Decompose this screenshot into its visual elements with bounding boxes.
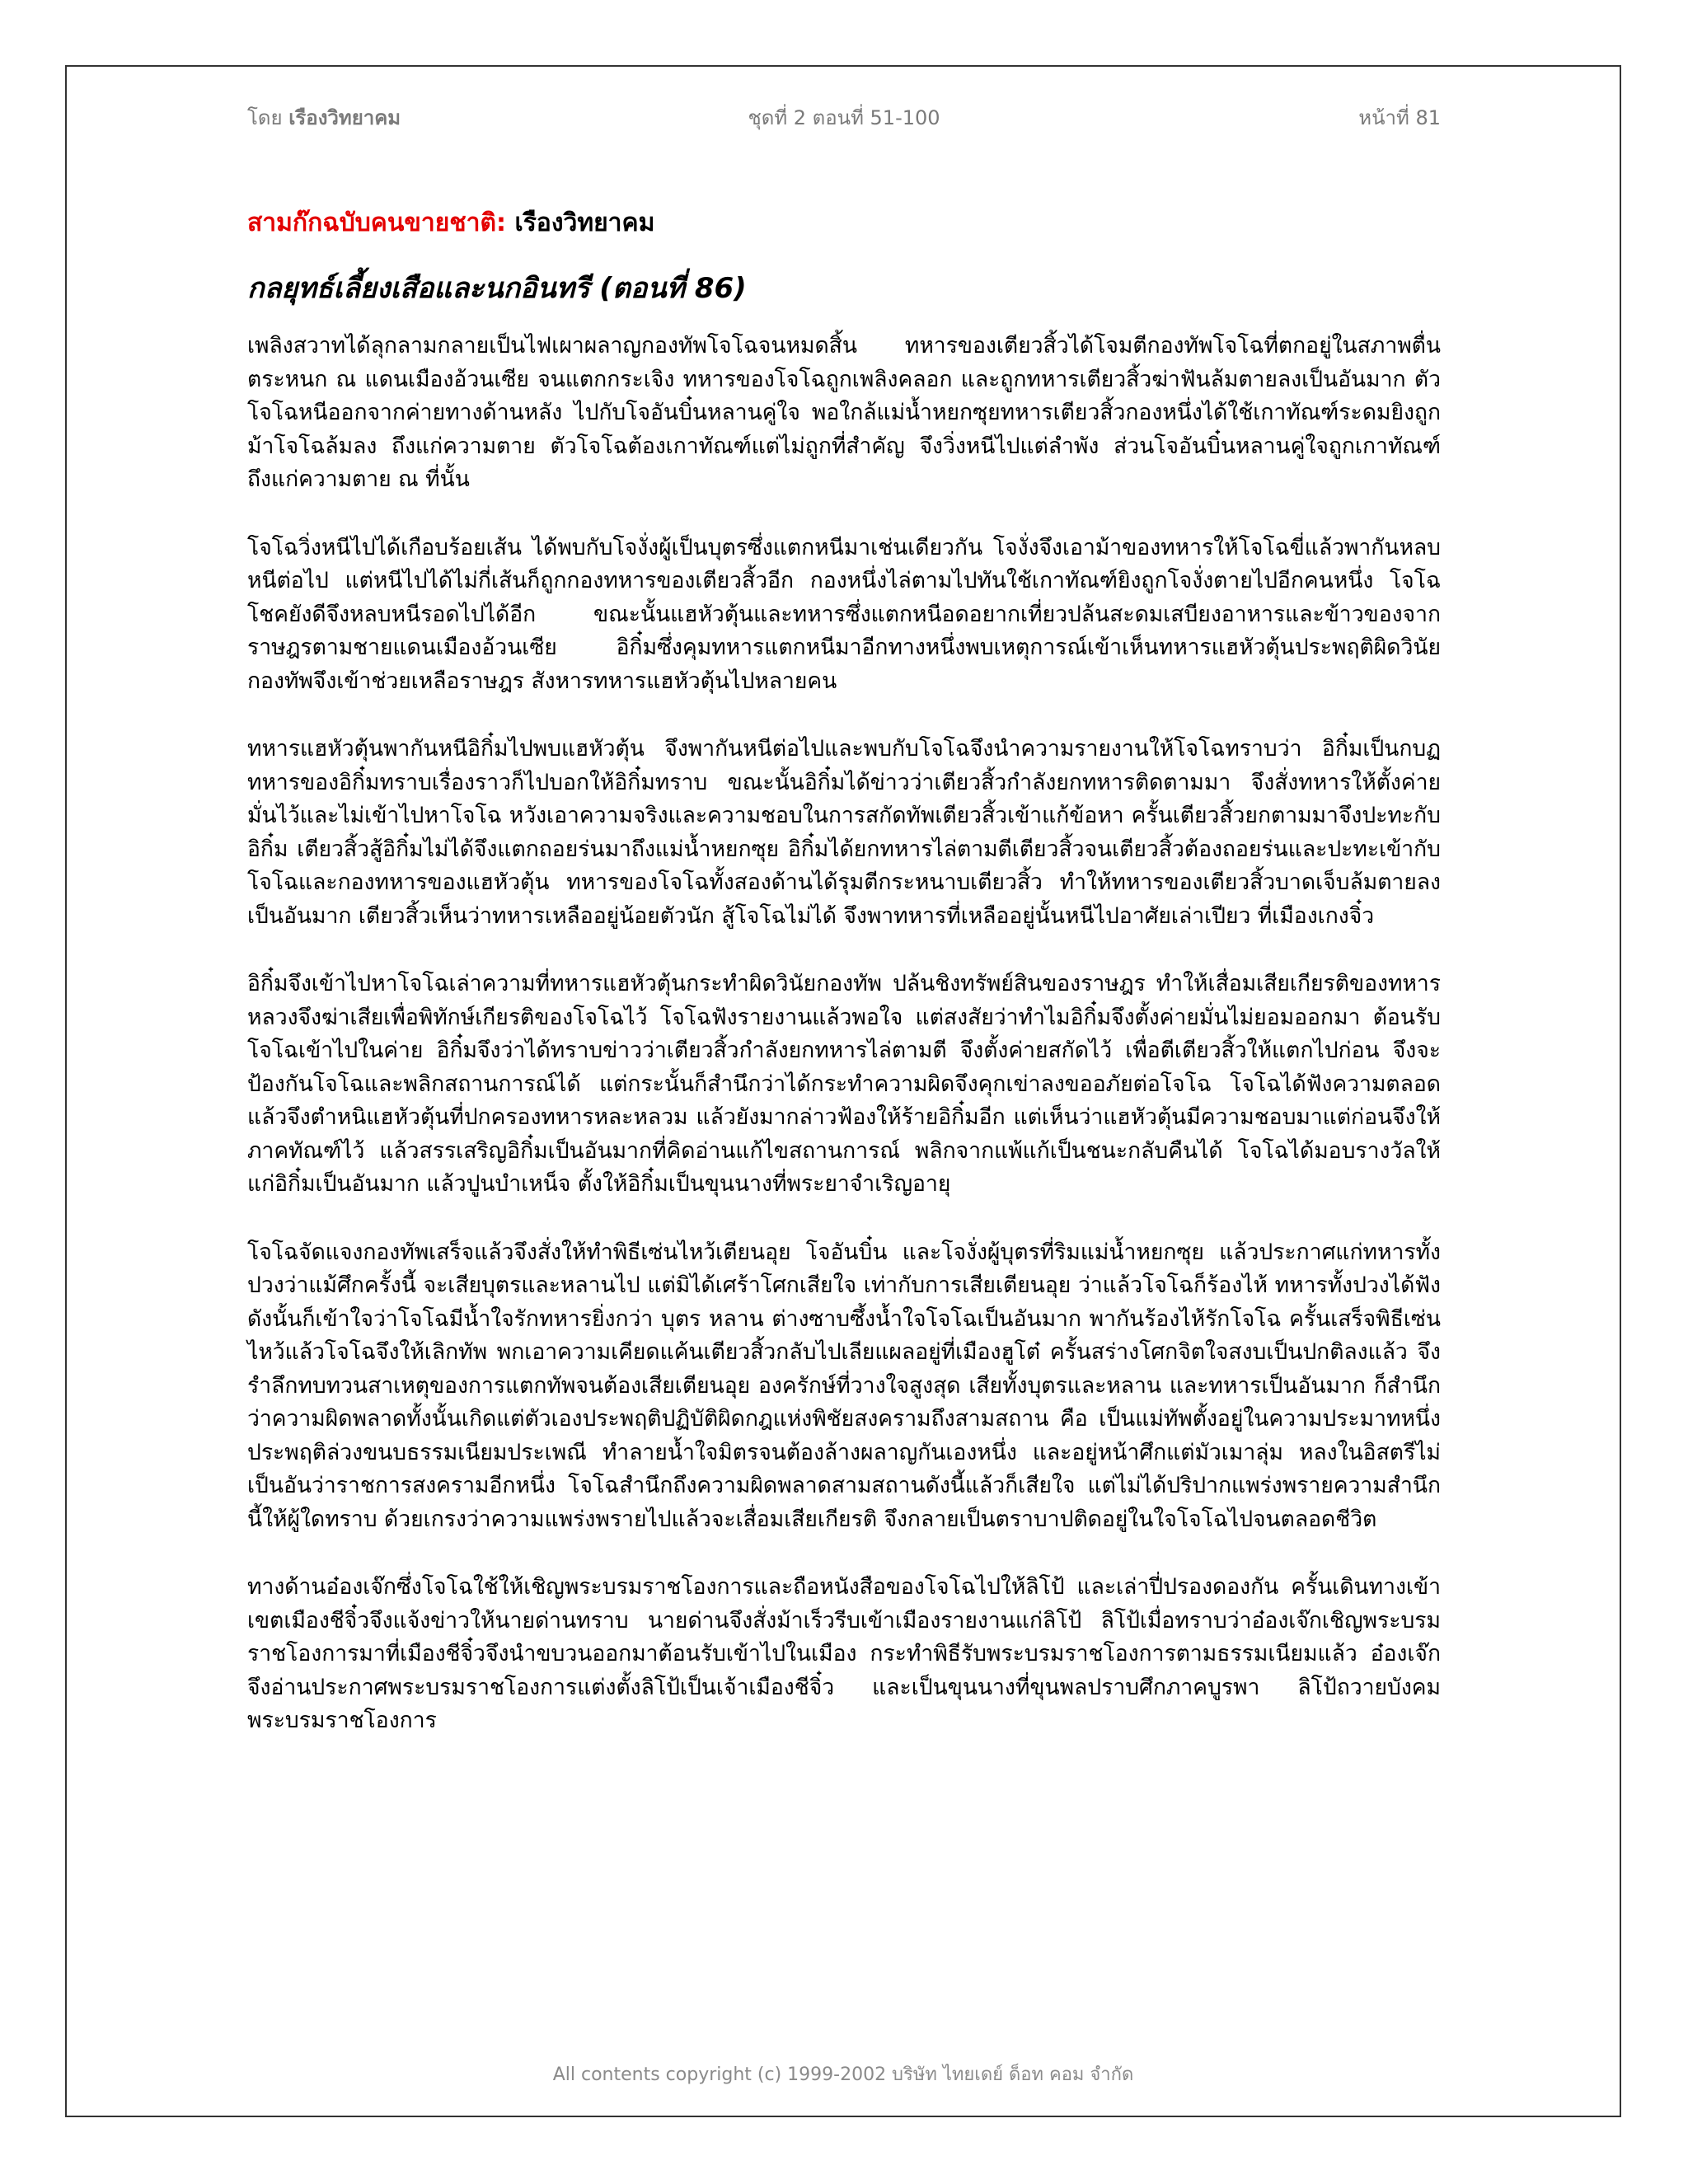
- series-title: [247, 204, 654, 242]
- chapter-title: กลยุทธ์เลี้ยงเสือและนกอินทรี (ตอนที่ 86): [247, 272, 747, 305]
- series-author: เรืองวิทยาคม: [514, 209, 655, 237]
- header-series-info: ชุดที่ 2 ตอนที่ 51-100: [748, 106, 940, 129]
- paragraph: โจโฉวิ่งหนีไปได้เกือบร้อยเส้น ได้พบกับโจงั่งผู้เป็นบุตรซึ่งแตกหนีมาเช่นเดียวกัน โจงั่งจึงเอาม้าของทหารให้โจโฉขี่แล้วพากันหลบหนีต่อไป แต่หนีไปได้ไม่กี่เส้นก็ถูกกองทหารของเตียวสิ้วอีก กองหนึ่งไล่ตามไปทันใช้เกาทัณฑ์ยิงถูกโจงั่งตายไปอีกคนหนึ่ง โจโฉ โชคยังดีจึงหลบหนีรอดไปได้อีก ขณะนั้นแฮหัวตุ้นและทหารซึ่งแตกหนีอดอยากเที่ยวปล้นสะดมเสบียงอาหารและข้าวของจากราษฎรตามชายแดนเมืองอ้วนเซีย อิกิ๋มซึ่งคุมทหารแตกหนีมาอีกทางหนึ่งพบเหตุการณ์เข้าเห็นทหารแฮหัวตุ้นประพฤติผิดวินัย กองทัพจึงเข้าช่วยเหลือราษฎร สังหารทหารแฮหัวตุ้นไปหลายคน: [247, 534, 1441, 694]
- paragraph: ทางด้านอ๋องเจ๊กซึ่งโจโฉใช้ให้เชิญพระบรมราชโองการและถือหนังสือของโจโฉไปให้ลิโป้ และเล่าปี่ปรองดองกัน ครั้นเดินทางเข้าเขตเมืองชีจิ๋วจึงแจ้งข่าวให้นายด่านทราบ นายด่านจึงสั่งม้าเร็วรีบเข้าเมืองรายงานแก่ลิโป้ ลิโป้เมื่อทราบว่าอ๋องเจ๊กเชิญพระบรมราชโองการมาที่เมืองชีจิ๋วจึงนำขบวนออกมาต้อนรับเข้าไปในเมือง กระทำพิธีรับพระบรมราชโองการตามธรรมเนียมแล้ว อ๋องเจ๊กจึงอ่านประกาศพระบรมราชโองการแต่งตั้งลิโป้เป็นเจ้าเมืองชีจิ๋ว และเป็นขุนนางที่ขุนพลปราบศึกภาคบูรพา ลิโป้ถวายบังคมพระบรมราชโองการ: [247, 1574, 1441, 1733]
- paragraph: อิกิ๋มจึงเข้าไปหาโจโฉเล่าความที่ทหารแฮหัวตุ้นกระทำผิดวินัยกองทัพ ปล้นชิงทรัพย์สินของราษฎร ทำให้เสื่อมเสียเกียรติของทหารหลวงจึงฆ่าเสียเพื่อพิทักษ์เกียรติของโจโฉไว้ โจโฉฟังรายงานแล้วพอใจ แต่สงสัยว่าทำไมอิกิ๋มจึงตั้งค่ายมั่นไม่ยอมออกมา ต้อนรับโจโฉเข้าไปในค่าย อิกิ๋มจึงว่าได้ทราบข่าวว่าเตียวสิ้วกำลังยกทหารไล่ตามตี จึงตั้งค่ายสกัดไว้ เพื่อตีเตียวสิ้วให้แตกไปก่อน จึงจะป้องกันโจโฉและพลิกสถานการณ์ได้ แต่กระนั้นก็สำนึกว่าได้กระทำความผิดจึงคุกเข่าลงขออภัยต่อโจโฉ โจโฉได้ฟังความตลอดแล้วจึงตำหนิแฮหัวตุ้นที่ปกครองทหารหละหลวม แล้วยังมากล่าวฟ้องให้ร้ายอิกิ๋มอีก แต่เห็นว่าแฮหัวตุ้นมีความชอบมาแต่ก่อนจึงให้ภาคทัณฑ์ไว้ แล้วสรรเสริญอิกิ๋มเป็นอันมากที่คิดอ่านแก้ไขสถานการณ์ พลิกจากแพ้แก้เป็นชนะกลับคืนได้ โจโฉได้มอบรางวัลให้แก่อิกิ๋มเป็นอันมาก แล้วปูนบำเหน็จ ตั้งให้อิกิ๋มเป็นขุนนางที่พระยาจำเริญอายุ: [247, 971, 1441, 1197]
- paragraph: เพลิงสวาทได้ลุกลามกลายเป็นไฟเผาผลาญกองทัพโจโฉจนหมดสิ้น ทหารของเตียวสิ้วได้โจมตีกองทัพโจโฉที่ตกอยู่ในสภาพตื่นตระหนก ณ แดนเมืองอ้วนเซีย จนแตกกระเจิง ทหารของโจโฉถูกเพลิงคลอก และถูกทหารเตียวสิ้วฆ่าฟันล้มตายลงเป็นอันมาก ตัวโจโฉหนีออกจากค่ายทางด้านหลัง ไปกับโจอันบิ๋นหลานคู่ใจ พอใกล้แม่น้ำหยกซุยทหารเตียวสิ้วกองหนึ่งได้ใช้เกาทัณฑ์ระดมยิงถูกม้าโจโฉล้มลง ถึงแก่ความตาย ตัวโจโฉต้องเกาทัณฑ์แต่ไม่ถูกที่สำคัญ จึงวิ่งหนีไปแต่ลำพัง ส่วนโจอันบิ๋นหลานคู่ใจถูกเกาทัณฑ์ถึงแก่ความตาย ณ ที่นั้น: [247, 333, 1441, 492]
- copyright-footer: All contents copyright (c) 1999-2002 บริษัท ไทยเดย์ ด็อท คอม จำกัด: [552, 2064, 1134, 2085]
- author-name: เรืองวิทยาคม: [288, 106, 401, 129]
- page-header: [247, 101, 1441, 131]
- author-prefix: โดย: [247, 106, 283, 129]
- header-page-number: หน้าที่ 81: [1358, 106, 1441, 129]
- paragraph: โจโฉจัดแจงกองทัพเสร็จแล้วจึงสั่งให้ทำพิธีเซ่นไหว้เตียนอุย โจอันบิ๋น และโจงั่งผู้บุตรที่ริมแม่น้ำหยกซุย แล้วประกาศแก่ทหารทั้งปวงว่าแม้ศึกครั้งนี้ จะเสียบุตรและหลานไป แต่มิได้เศร้าโศกเสียใจ เท่ากับการเสียเตียนอุย ว่าแล้วโจโฉก็ร้องไห้ ทหารทั้งปวงได้ฟังดังนั้นก็เข้าใจว่าโจโฉมีน้ำใจรักทหารยิ่งกว่า บุตร หลาน ต่างซาบซึ้งน้ำใจโจโฉเป็นอันมาก พากันร้องไห้รักโจโฉ ครั้นเสร็จพิธีเซ่นไหว้แล้วโจโฉจึงให้เลิกทัพ พกเอาความเคียดแค้นเตียวสิ้วกลับไปเลียแผลอยู่ที่เมืองฮูโต๋ ครั้นสร่างโศกจิตใจสงบเป็นปกติลงแล้ว จึงรำลึกทบทวนสาเหตุของการแตกทัพจนต้องเสียเตียนอุย องครักษ์ที่วางใจสูงสุด เสียทั้งบุตรและหลาน และทหารเป็นอันมาก ก็สำนึกว่าความผิดพลาดทั้งนั้นเกิดแต่ตัวเองประพฤติปฏิบัติผิดกฎแห่งพิชัยสงครามถึงสามสถาน คือ เป็นแม่ทัพตั้งอยู่ในความประมาทหนึ่ง ประพฤติล่วงขนบธรรมเนียมประเพณี ทำลายน้ำใจมิตรจนต้องล้างผลาญกันเองหนึ่ง และอยู่หน้าศึกแต่มัวเมาลุ่ม หลงในอิสตรีไม่เป็นอันว่าราชการสงครามอีกหนึ่ง โจโฉสำนึกถึงความผิดพลาดสามสถานดังนี้แล้วก็เสียใจ แต่ไม่ได้ปริปากแพร่งพรายความสำนึกนี้ให้ผู้ใดทราบ ด้วยเกรงว่าความแพร่งพรายไปแล้วจะเสื่อมเสียเกียรติ จึงกลายเป็นตราบาปติดอยู่ในใจโจโฉไปจนตลอดชีวิต: [247, 1239, 1441, 1532]
- paragraph: ทหารแฮหัวตุ้นพากันหนีอิกิ๋มไปพบแฮหัวตุ้น จึงพากันหนีต่อไปและพบกับโจโฉจึงนำความรายงานให้โจโฉทราบว่า อิกิ๋มเป็นกบฏ ทหารของอิกิ๋มทราบเรื่องราวก็ไปบอกให้อิกิ๋มทราบ ขณะนั้นอิกิ๋มได้ข่าวว่าเตียวสิ้วกำลังยกทหารติดตามมา จึงสั่งทหารให้ตั้งค่ายมั่นไว้และไม่เข้าไปหาโจโฉ หวังเอาความจริงและความชอบในการสกัดทัพเตียวสิ้วเข้าแก้ข้อหา ครั้นเตียวสิ้วยกตามมาจึงปะทะกับอิกิ๋ม เตียวสิ้วสู้อิกิ๋มไม่ได้จึงแตกถอยร่นมาถึงแม่น้ำหยกซุย อิกิ๋มได้ยกทหารไล่ตามตีเตียวสิ้วจนเตียวสิ้วต้องถอยร่นและปะทะเข้ากับโจโฉและกองทหารของแฮหัวตุ้น ทหารของโจโฉทั้งสองด้านได้รุมตีกระหนาบเตียวสิ้ว ทำให้ทหารของเตียวสิ้วบาดเจ็บล้มตายลงเป็นอันมาก เตียวสิ้วเห็นว่าทหารเหลืออยู่น้อยตัวนัก สู้โจโฉไม่ได้ จึงพาทหารที่เหลืออยู่นั้นหนีไปอาศัยเล่าเปียว ที่เมืองเกงจิ๋ว: [247, 736, 1441, 929]
- series-label: สามก๊กฉบับคนขายชาติ:: [247, 209, 506, 237]
- article-body: [247, 330, 1441, 1773]
